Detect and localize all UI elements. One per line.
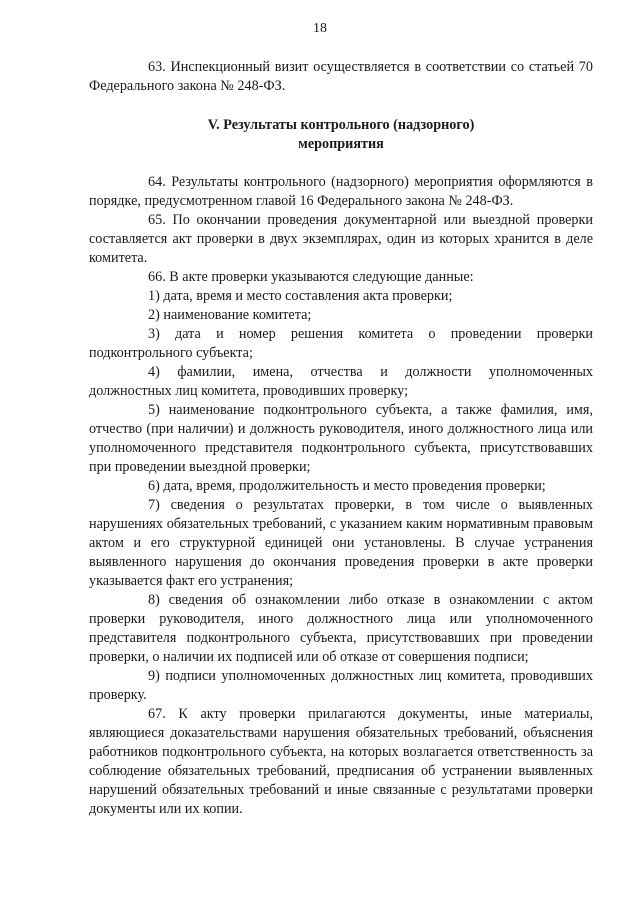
paragraph-63: 63. Инспекционный визит осуществляется в соответствии со статьей 70 Федерального закона № 248-ФЗ. [89, 59, 593, 94]
list-item-8: 8) сведения об ознакомлении либо отказе в ознакомлении с актом проверки руководителя, иного должностного лица или уполномоченного представителя подконтрольного субъекта, присутствовавших при проведении проверки, о наличии их подписей или об отказе от совершения подписи; [89, 592, 593, 665]
spacer [89, 96, 593, 116]
list-item-3: 3) дата и номер решения комитета о проведении проверки подконтрольного субъекта; [89, 326, 593, 361]
paragraph-64: 64. Результаты контрольного (надзорного) мероприятия оформляются в порядке, предусмотренном главой 16 Федерального закона № 248-ФЗ. [89, 174, 593, 209]
list-item-1: 1) дата, время и место составления акта проверки; [148, 288, 453, 304]
list-item-2: 2) наименование комитета; [148, 307, 312, 323]
list-item-4: 4) фамилии, имена, отчества и должности уполномоченных должностных лиц комитета, проводивших проверку; [89, 364, 593, 399]
page-number: 18 [313, 21, 327, 36]
list-item-5: 5) наименование подконтрольного субъекта, а также фамилия, имя, отчество (при наличии) и должность руководителя, иного должностного лица или уполномоченного представителя подконтрольного субъекта, присутствовавших при проведении выездной проверки; [89, 402, 593, 475]
paragraph-66: 66. В акте проверки указываются следующие данные: [148, 269, 474, 285]
section-heading-line-1: V. Результаты контрольного (надзорного) [207, 117, 475, 133]
list-item-9: 9) подписи уполномоченных должностных лиц комитета, проводивших проверку. [89, 668, 593, 703]
list-item-7: 7) сведения о результатах проверки, в том числе о выявленных нарушениях обязательных требований, с указанием каким нормативным правовым актом и его структурной единицей они установлены. В случае устранения выявленного нарушения до окончания проведения проверки в акте проверки указывается факт его устранения; [89, 497, 593, 589]
document-body [89, 58, 593, 819]
section-heading-line-2: мероприятия [298, 136, 384, 152]
spacer [89, 154, 593, 173]
paragraph-67: 67. К акту проверки прилагаются документы, иные материалы, являющиеся доказательствами нарушения обязательных требований, объяснения работников подконтрольного субъекта, на которых возлагается ответственность за соблюдение обязательных требований, предписания об устранении выявленных нарушений обязательных требований и иные связанные с результатами проверки документы или их копии. [89, 706, 593, 817]
paragraph-65: 65. По окончании проведения документарной или выездной проверки составляется акт проверки в двух экземплярах, один из которых хранится в деле комитета. [89, 212, 593, 266]
list-item-6: 6) дата, время, продолжительность и место проведения проверки; [148, 478, 546, 494]
